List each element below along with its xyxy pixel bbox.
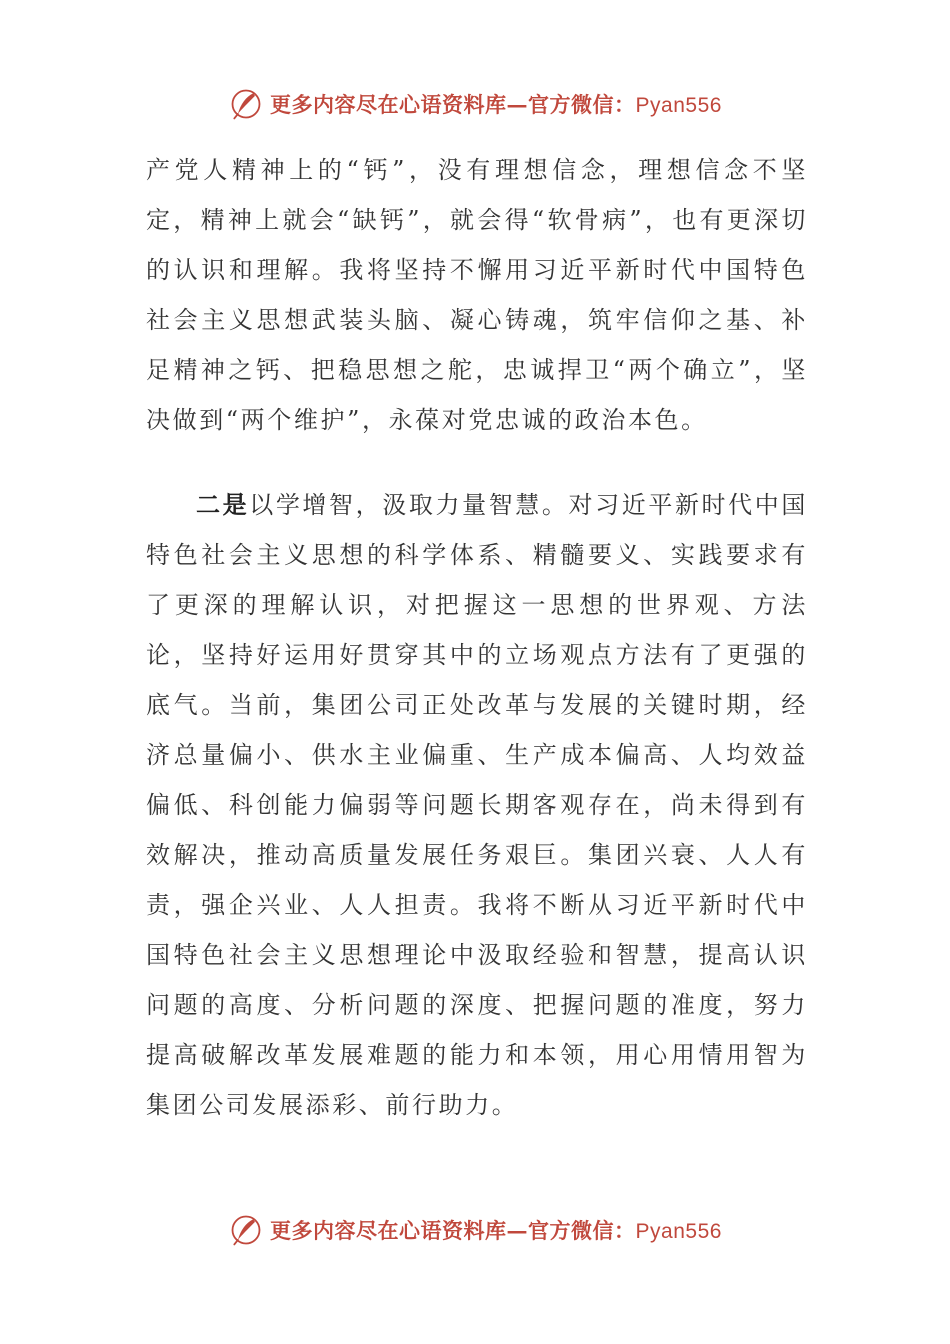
paragraph bbox=[146, 480, 808, 1130]
footer-banner-text: 更多内容尽在心语资料库—官方微信：Pyan556 bbox=[270, 1218, 722, 1243]
quill-logo-icon bbox=[228, 1212, 264, 1248]
document-body bbox=[146, 145, 808, 1130]
paragraph-text: 产党人精神上的“钙”，没有理想信念，理想信念不坚定，精神上就会“缺钙”，就会得“软骨病”，也有更深切的认识和理解。我将坚持不懈用习近平新时代中国特色社会主义思想武装头脑、凝心铸魂，筑牢信仰之基、补足精神之钙、把稳思想之舵，忠诚捍卫“两个确立”，坚决做到“两个维护”，永葆对党忠诚的政治本色。 bbox=[146, 156, 808, 434]
paragraph-text: 以学增智，汲取力量智慧。对习近平新时代中国特色社会主义思想的科学体系、精髓要义、实践要求有了更深的理解认识，对把握这一思想的世界观、方法论，坚持好运用好贯穿其中的立场观点方法有了更强的底气。当前，集团公司正处改革与发展的关键时期，经济总量偏小、供水主业偏重、生产成本偏高、人均效益偏低、科创能力偏弱等问题长期客观存在，尚未得到有效解决，推动高质量发展任务艰巨。集团兴衰、人人有责，强企兴业、人人担责。我将不断从习近平新时代中国特色社会主义思想理论中汲取经验和智慧，提高认识问题的高度、分析问题的深度、把握问题的准度，努力提高破解改革发展难题的能力和本领，用心用情用智为集团公司发展添彩、前行助力。 bbox=[146, 491, 808, 1119]
header-banner bbox=[0, 84, 950, 124]
footer-banner bbox=[0, 1210, 950, 1250]
paragraph bbox=[146, 145, 808, 445]
header-banner-text: 更多内容尽在心语资料库—官方微信：Pyan556 bbox=[270, 92, 722, 117]
quill-logo-icon bbox=[228, 86, 264, 122]
paragraph-lead: 二是 bbox=[196, 490, 250, 519]
